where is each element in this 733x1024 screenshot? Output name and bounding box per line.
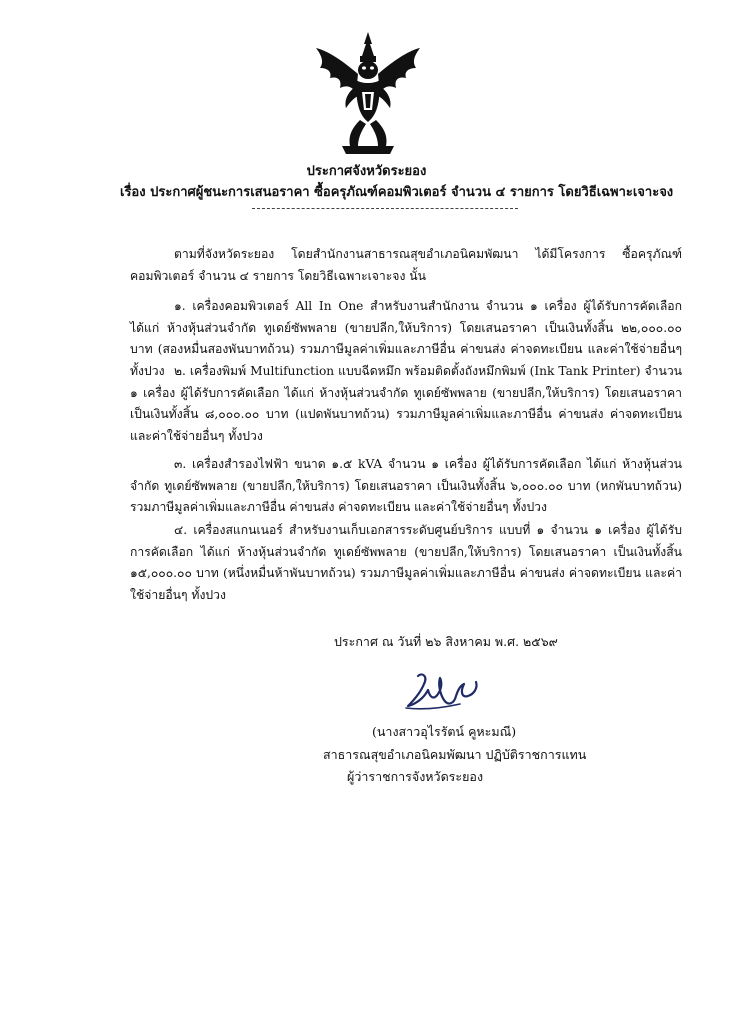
handwritten-signature	[398, 668, 490, 718]
garuda-emblem-icon	[312, 30, 424, 158]
item-1-paragraph: ๑. เครื่องคอมพิวเตอร์ All In One สำหรับงานสำนักงาน จำนวน ๑ เครื่อง ผู้ได้รับการคัดเลือก ได้แก่ ห้างหุ้นส่วนจำกัด ทูเดย์ซัพพลาย (ขายปลีก,ให้บริการ) โดยเสนอราคา เป็นเงินทั้งสิ้น ๒๒,๐๐๐.๐๐ บาท (สองหมื่นสองพันบาทถ้วน) รวมภาษีมูลค่าเพิ่มและภาษีอื่น ค่าขนส่ง ค่าจดทะเบียน และค่าใช้จ่ายอื่นๆ ทั้งปวง	[130, 299, 682, 378]
signatory-position-secondary: ผู้ว่าราชการจังหวัดระยอง	[347, 769, 484, 784]
signatory-position: สาธารณสุขอำเภอนิคมพัฒนา ปฏิบัติราชการแทน	[323, 747, 587, 762]
signatory-name: (นางสาวอุไรรัตน์ คูหะมณี)	[372, 724, 517, 739]
item-2-paragraph: ๒. เครื่องพิมพ์ Multifunction แบบฉีดหมึก พร้อมติดตั้งถังหมึกพิมพ์ (Ink Tank Printer) จำนวน ๑ เครื่อง ผู้ได้รับการคัดเลือก ได้แก่ ห้างหุ้นส่วนจำกัด ทูเดย์ซัพพลาย (ขายปลีก,ให้บริการ) โดยเสนอราคา เป็นเงินทั้งสิ้น ๘,๐๐๐.๐๐ บาท (แปดพันบาทถ้วน) รวมภาษีมูลค่าเพิ่มและภาษีอื่น ค่าขนส่ง ค่าจดทะเบียน และค่าใช้จ่ายอื่นๆ ทั้งปวง	[130, 364, 682, 443]
item-4-paragraph: ๔. เครื่องสแกนเนอร์ สำหรับงานเก็บเอกสารระดับศูนย์บริการ แบบที่ ๑ จำนวน ๑ เครื่อง ผู้ได้รับการคัดเลือก ได้แก่ ห้างหุ้นส่วนจำกัด ทูเดย์ซัพพลาย (ขายปลีก,ให้บริการ) โดยเสนอราคา เป็นเงินทั้งสิ้น ๑๕,๐๐๐.๐๐ บาท (หนึ่งหมื่นห้าพันบาทถ้วน) รวมภาษีมูลค่าเพิ่มและภาษีอื่น ค่าขนส่ง ค่าจดทะเบียน และค่าใช้จ่ายอื่นๆ ทั้งปวง	[130, 523, 682, 602]
document-subject: เรื่อง ประกาศผู้ชนะการเสนอราคา ซื้อครุภัณฑ์คอมพิวเตอร์ จำนวน ๔ รายการ โดยวิธีเฉพาะเจาะจง	[120, 185, 674, 200]
intro-paragraph: ตามที่จังหวัดระยอง โดยสำนักงานสาธารณสุขอำเภอนิคมพัฒนา ได้มีโครงการ ซื้อครุภัณฑ์คอมพิวเตอร์ จำนวน ๔ รายการ โดยวิธีเฉพาะเจาะจง นั้น	[130, 247, 682, 283]
announcement-date: ประกาศ ณ วันที่ ๒๖ สิงหาคม พ.ศ. ๒๕๖๙	[334, 634, 558, 649]
item-3-paragraph: ๓. เครื่องสำรองไฟฟ้า ขนาด ๑.๕ kVA จำนวน ๑ เครื่อง ผู้ได้รับการคัดเลือก ได้แก่ ห้างหุ้นส่วนจำกัด ทูเดย์ซัพพลาย (ขายปลีก,ให้บริการ) โดยเสนอราคา เป็นเงินทั้งสิ้น ๖,๐๐๐.๐๐ บาท (หกพันบาทถ้วน) รวมภาษีมูลค่าเพิ่มและภาษีอื่น ค่าขนส่ง ค่าจดทะเบียน และค่าใช้จ่ายอื่นๆ ทั้งปวง	[130, 457, 682, 514]
divider	[252, 208, 518, 209]
document-title: ประกาศจังหวัดระยอง	[306, 164, 427, 179]
